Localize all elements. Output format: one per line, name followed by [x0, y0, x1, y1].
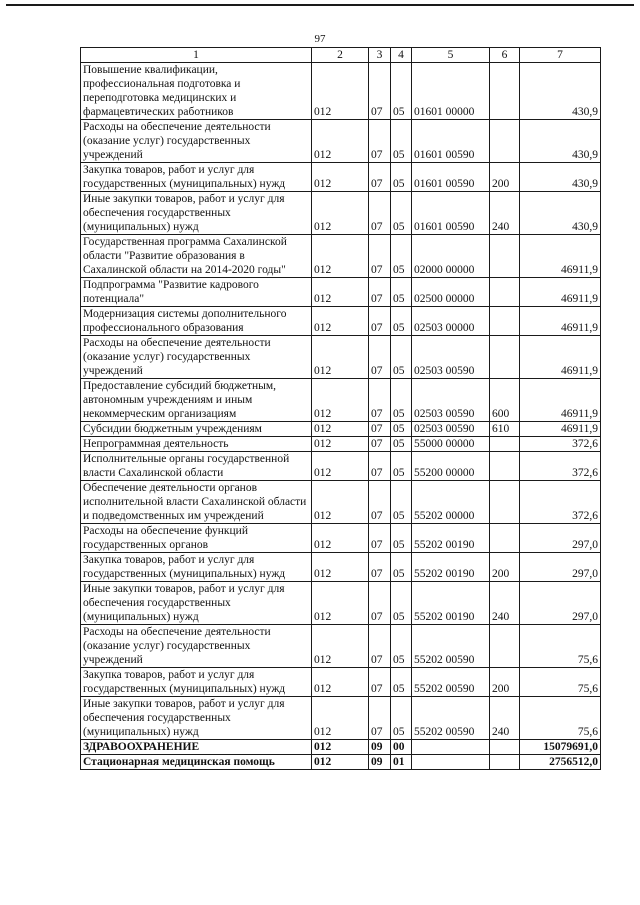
cell-admin-code: 012: [312, 437, 369, 452]
table-row: [81, 755, 601, 770]
cell-expense-type: 240: [490, 697, 520, 740]
header-row: [81, 48, 601, 63]
cell-admin-code: 012: [312, 697, 369, 740]
table-row: [81, 307, 601, 336]
cell-admin-code: 012: [312, 422, 369, 437]
cell-expense-type: [490, 452, 520, 481]
cell-name: Повышение квалификации, профессиональная подготовка и переподготовка медицинских и фармацевтических работников: [81, 63, 312, 120]
budget-table: [80, 47, 601, 770]
table-row: [81, 697, 601, 740]
cell-expense-type: [490, 336, 520, 379]
cell-target-code: 55202 00190: [412, 524, 490, 553]
table-row: [81, 192, 601, 235]
cell-name: Расходы на обеспечение деятельности (оказание услуг) государственных учреждений: [81, 336, 312, 379]
table-row: [81, 524, 601, 553]
cell-subsection: 05: [391, 524, 412, 553]
cell-section: 07: [369, 668, 391, 697]
cell-name: ЗДРАВООХРАНЕНИЕ: [81, 740, 312, 755]
table-row: [81, 120, 601, 163]
header-col-1: 1: [81, 48, 312, 63]
cell-target-code: 01601 00000: [412, 63, 490, 120]
cell-target-code: 55202 00590: [412, 697, 490, 740]
cell-section: 07: [369, 307, 391, 336]
cell-subsection: 05: [391, 437, 412, 452]
cell-subsection: 05: [391, 697, 412, 740]
cell-target-code: 02503 00590: [412, 379, 490, 422]
cell-section: 07: [369, 437, 391, 452]
cell-subsection: 00: [391, 740, 412, 755]
cell-amount: 297,0: [520, 582, 601, 625]
cell-target-code: 55000 00000: [412, 437, 490, 452]
table-row: [81, 63, 601, 120]
cell-amount: 372,6: [520, 437, 601, 452]
cell-target-code: 55202 00590: [412, 668, 490, 697]
cell-expense-type: [490, 120, 520, 163]
cell-name: Подпрограмма "Развитие кадрового потенциала": [81, 278, 312, 307]
table-row: [81, 481, 601, 524]
cell-name: Исполнительные органы государственной власти Сахалинской области: [81, 452, 312, 481]
cell-target-code: 02500 00000: [412, 278, 490, 307]
cell-expense-type: [490, 755, 520, 770]
cell-admin-code: 012: [312, 307, 369, 336]
table-row: [81, 582, 601, 625]
cell-subsection: 05: [391, 668, 412, 697]
top-rule: [6, 4, 634, 6]
cell-expense-type: 240: [490, 582, 520, 625]
header-col-7: 7: [520, 48, 601, 63]
table-row: [81, 336, 601, 379]
cell-subsection: 05: [391, 422, 412, 437]
cell-subsection: 05: [391, 336, 412, 379]
header-col-3: 3: [369, 48, 391, 63]
cell-name: Закупка товаров, работ и услуг для государственных (муниципальных) нужд: [81, 553, 312, 582]
cell-name: Закупка товаров, работ и услуг для государственных (муниципальных) нужд: [81, 163, 312, 192]
cell-amount: 46911,9: [520, 278, 601, 307]
table-row: [81, 553, 601, 582]
cell-section: 07: [369, 582, 391, 625]
page-number: 97: [314, 33, 326, 45]
cell-amount: 75,6: [520, 625, 601, 668]
cell-admin-code: 012: [312, 163, 369, 192]
cell-section: 07: [369, 336, 391, 379]
cell-amount: 75,6: [520, 668, 601, 697]
cell-expense-type: 200: [490, 553, 520, 582]
cell-target-code: [412, 740, 490, 755]
cell-expense-type: [490, 307, 520, 336]
cell-amount: 430,9: [520, 120, 601, 163]
cell-subsection: 05: [391, 235, 412, 278]
cell-target-code: 55202 00590: [412, 625, 490, 668]
cell-expense-type: 240: [490, 192, 520, 235]
cell-section: 07: [369, 235, 391, 278]
cell-expense-type: [490, 740, 520, 755]
cell-target-code: 01601 00590: [412, 163, 490, 192]
cell-expense-type: [490, 625, 520, 668]
cell-target-code: 55202 00190: [412, 582, 490, 625]
cell-section: 07: [369, 625, 391, 668]
table-row: [81, 379, 601, 422]
cell-admin-code: 012: [312, 625, 369, 668]
header-col-5: 5: [412, 48, 490, 63]
cell-target-code: 02503 00000: [412, 307, 490, 336]
cell-target-code: 55202 00000: [412, 481, 490, 524]
cell-amount: 75,6: [520, 697, 601, 740]
cell-subsection: 05: [391, 278, 412, 307]
cell-target-code: 02503 00590: [412, 422, 490, 437]
cell-amount: 430,9: [520, 63, 601, 120]
cell-name: Предоставление субсидий бюджетным, автономным учреждениям и иным некоммерческим организациям: [81, 379, 312, 422]
table-row: [81, 235, 601, 278]
cell-admin-code: 012: [312, 755, 369, 770]
cell-section: 09: [369, 740, 391, 755]
cell-name: Иные закупки товаров, работ и услуг для обеспечения государственных (муниципальных) нужд: [81, 697, 312, 740]
cell-name: Обеспечение деятельности органов исполнительной власти Сахалинской области и подведомственных им учреждений: [81, 481, 312, 524]
cell-admin-code: 012: [312, 120, 369, 163]
cell-section: 07: [369, 163, 391, 192]
cell-amount: 430,9: [520, 163, 601, 192]
cell-expense-type: 610: [490, 422, 520, 437]
cell-section: 07: [369, 120, 391, 163]
cell-name: Расходы на обеспечение функций государственных органов: [81, 524, 312, 553]
cell-name: Модернизация системы дополнительного профессионального образования: [81, 307, 312, 336]
table-row: [81, 437, 601, 452]
cell-admin-code: 012: [312, 740, 369, 755]
cell-target-code: 55200 00000: [412, 452, 490, 481]
cell-subsection: 05: [391, 379, 412, 422]
cell-name: Иные закупки товаров, работ и услуг для обеспечения государственных (муниципальных) нужд: [81, 192, 312, 235]
cell-admin-code: 012: [312, 524, 369, 553]
cell-section: 09: [369, 755, 391, 770]
cell-section: 07: [369, 697, 391, 740]
cell-expense-type: [490, 63, 520, 120]
cell-section: 07: [369, 481, 391, 524]
cell-subsection: 05: [391, 553, 412, 582]
cell-section: 07: [369, 524, 391, 553]
table-row: [81, 278, 601, 307]
cell-expense-type: [490, 437, 520, 452]
cell-amount: 46911,9: [520, 307, 601, 336]
cell-name: Расходы на обеспечение деятельности (оказание услуг) государственных учреждений: [81, 120, 312, 163]
cell-admin-code: 012: [312, 379, 369, 422]
cell-expense-type: 200: [490, 163, 520, 192]
cell-subsection: 05: [391, 163, 412, 192]
cell-subsection: 05: [391, 625, 412, 668]
cell-amount: 46911,9: [520, 379, 601, 422]
cell-amount: 46911,9: [520, 336, 601, 379]
cell-subsection: 05: [391, 192, 412, 235]
cell-name: Иные закупки товаров, работ и услуг для обеспечения государственных (муниципальных) нужд: [81, 582, 312, 625]
cell-amount: 46911,9: [520, 235, 601, 278]
cell-expense-type: [490, 235, 520, 278]
cell-subsection: 05: [391, 582, 412, 625]
cell-target-code: 02503 00590: [412, 336, 490, 379]
table-row: [81, 163, 601, 192]
cell-name: Расходы на обеспечение деятельности (оказание услуг) государственных учреждений: [81, 625, 312, 668]
cell-target-code: 55202 00190: [412, 553, 490, 582]
cell-section: 07: [369, 278, 391, 307]
cell-name: Государственная программа Сахалинской области "Развитие образования в Сахалинской области на 2014-2020 годы": [81, 235, 312, 278]
cell-expense-type: 600: [490, 379, 520, 422]
cell-subsection: 05: [391, 481, 412, 524]
cell-target-code: 01601 00590: [412, 120, 490, 163]
cell-admin-code: 012: [312, 582, 369, 625]
header-col-4: 4: [391, 48, 412, 63]
cell-subsection: 05: [391, 63, 412, 120]
table-row: [81, 452, 601, 481]
table-row: [81, 668, 601, 697]
cell-name: Стационарная медицинская помощь: [81, 755, 312, 770]
cell-section: 07: [369, 422, 391, 437]
cell-admin-code: 012: [312, 63, 369, 120]
cell-expense-type: 200: [490, 668, 520, 697]
cell-amount: 2756512,0: [520, 755, 601, 770]
cell-target-code: 02000 00000: [412, 235, 490, 278]
header-col-2: 2: [312, 48, 369, 63]
cell-admin-code: 012: [312, 235, 369, 278]
header-col-6: 6: [490, 48, 520, 63]
cell-expense-type: [490, 481, 520, 524]
cell-admin-code: 012: [312, 278, 369, 307]
cell-admin-code: 012: [312, 336, 369, 379]
cell-section: 07: [369, 379, 391, 422]
cell-subsection: 05: [391, 452, 412, 481]
cell-name: Закупка товаров, работ и услуг для государственных (муниципальных) нужд: [81, 668, 312, 697]
cell-amount: 15079691,0: [520, 740, 601, 755]
cell-section: 07: [369, 553, 391, 582]
table-row: [81, 625, 601, 668]
cell-amount: 372,6: [520, 481, 601, 524]
cell-name: Субсидии бюджетным учреждениям: [81, 422, 312, 437]
cell-expense-type: [490, 524, 520, 553]
cell-admin-code: 012: [312, 192, 369, 235]
cell-target-code: [412, 755, 490, 770]
cell-admin-code: 012: [312, 668, 369, 697]
cell-admin-code: 012: [312, 481, 369, 524]
cell-name: Непрограммная деятельность: [81, 437, 312, 452]
cell-subsection: 05: [391, 307, 412, 336]
cell-admin-code: 012: [312, 452, 369, 481]
cell-subsection: 05: [391, 120, 412, 163]
cell-section: 07: [369, 192, 391, 235]
table-row: [81, 740, 601, 755]
table-row: [81, 422, 601, 437]
cell-amount: 297,0: [520, 524, 601, 553]
cell-amount: 372,6: [520, 452, 601, 481]
cell-expense-type: [490, 278, 520, 307]
cell-amount: 430,9: [520, 192, 601, 235]
cell-admin-code: 012: [312, 553, 369, 582]
cell-subsection: 01: [391, 755, 412, 770]
cell-section: 07: [369, 452, 391, 481]
cell-amount: 46911,9: [520, 422, 601, 437]
cell-amount: 297,0: [520, 553, 601, 582]
cell-target-code: 01601 00590: [412, 192, 490, 235]
cell-section: 07: [369, 63, 391, 120]
